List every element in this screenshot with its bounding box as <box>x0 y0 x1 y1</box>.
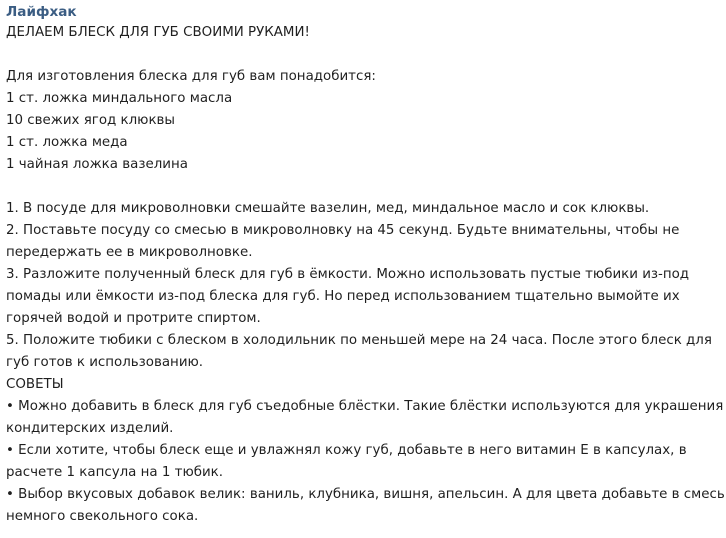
spacer <box>6 176 720 198</box>
step-line: 2. Поставьте посуду со смесью в микроволновку на 45 секунд. Будьте внимательны, чтобы не <box>6 223 680 238</box>
step-line: 1. В посуде для микроволновки смешайте вазелин, мед, миндальное масло и сок клюквы. <box>6 201 650 216</box>
spacer <box>6 44 720 66</box>
post-title: ДЕЛАЕМ БЛЕСК ДЛЯ ГУБ СВОИМИ РУКАМИ! <box>6 25 310 40</box>
step-line: губ готов к использованию. <box>6 355 204 370</box>
tip-line: немного свекольного сока. <box>6 509 199 524</box>
tip-line: • Если хотите, чтобы блеск еще и увлажнял кожу губ, добавьте в него витамин Е в капсулах, в <box>6 443 687 458</box>
ingredient-item: 10 свежих ягод клюквы <box>6 113 176 128</box>
step-line: 3. Разложите полученный блеск для губ в ёмкости. Можно использовать пустые тюбики из-под <box>6 267 690 282</box>
tip-line: • Можно добавить в блеск для губ съедобные блёстки. Такие блёстки используются для украшения <box>6 399 724 414</box>
ingredients-intro: Для изготовления блеска для губ вам понадобится: <box>6 69 376 84</box>
step-line: горячей водой и протрите спиртом. <box>6 311 261 326</box>
step-line: помады или ёмкости из-под блеска для губ. Но перед использованием тщательно вымойте их <box>6 289 680 304</box>
ingredient-item: 1 чайная ложка вазелина <box>6 157 188 172</box>
tip-line: кондитерских изделий. <box>6 421 174 436</box>
step-line: передержать ее в микроволновке. <box>6 245 253 260</box>
tip-line: расчете 1 капсула на 1 тюбик. <box>6 465 224 480</box>
ingredient-item: 1 ст. ложка меда <box>6 135 128 150</box>
tip-line: • Выбор вкусовых добавок велик: ваниль, клубника, вишня, апельсин. А для цвета добавьте в смесь <box>6 487 725 502</box>
step-line: 5. Положите тюбики с блеском в холодильник по меньшей мере на 24 часа. После этого блеск для <box>6 333 712 348</box>
ingredient-item: 1 ст. ложка миндального масла <box>6 91 233 106</box>
tips-heading: СОВЕТЫ <box>6 377 64 392</box>
post-author-link[interactable]: Лайфхак <box>6 4 77 20</box>
